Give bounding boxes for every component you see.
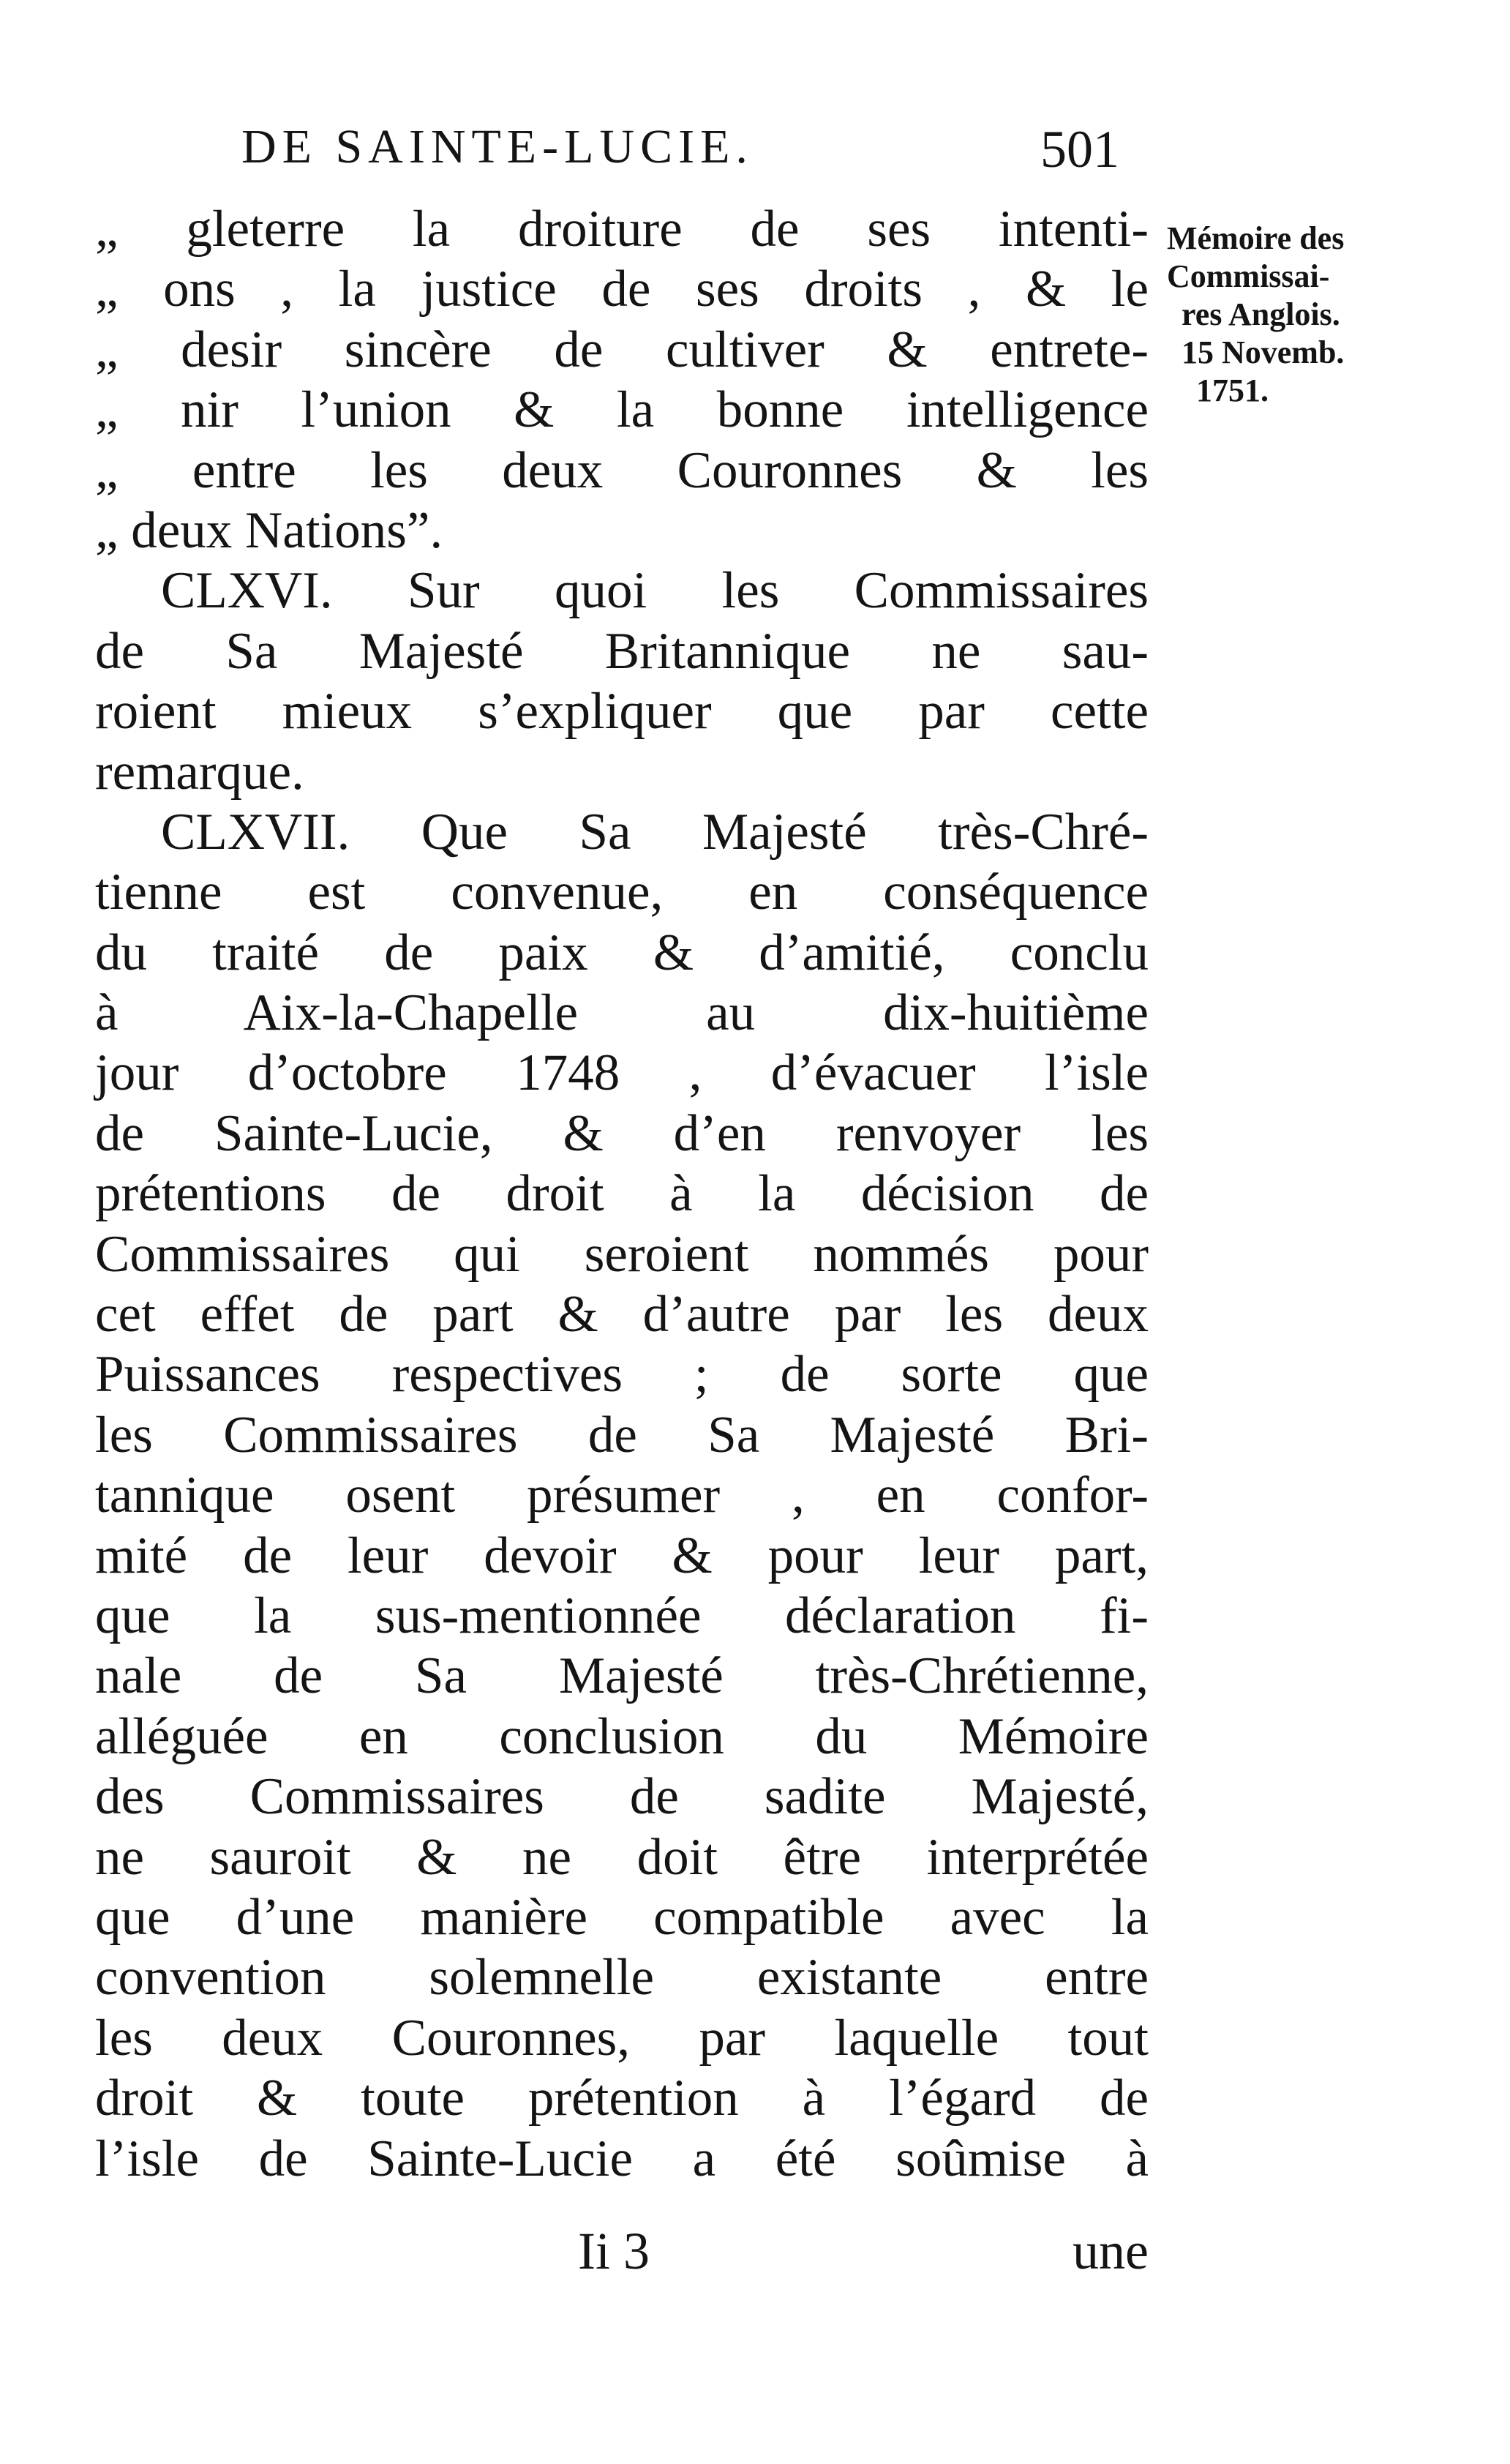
text-line: droit & toute prétention à l’égard de [95, 2070, 1149, 2127]
text-line: de Sainte-Lucie, & d’en renvoyer les [95, 1104, 1149, 1162]
text-line: des Commissaires de sadite Majesté, [95, 1768, 1149, 1826]
running-head: DE SAINTE-LUCIE. [241, 120, 754, 173]
text-line: convention solemnelle existante entre [95, 1949, 1149, 2007]
text-line: que d’une manière compatible avec la [95, 1888, 1149, 1946]
text-line: l’isle de Sainte-Lucie a été soûmise à [95, 2130, 1149, 2187]
text-line: remarque. [95, 743, 304, 801]
signature-mark: Ii 3 [578, 2222, 650, 2280]
page-number: 501 [1040, 120, 1119, 179]
text-line: nale de Sa Majesté très-Chrétienne, [95, 1647, 1149, 1705]
margin-note-line: res Anglois. [1182, 296, 1340, 332]
text-line: CLXVII. Que Sa Majesté très-Chré- [161, 803, 1149, 861]
text-line: les deux Couronnes, par laquelle tout [95, 2009, 1149, 2067]
margin-note-line: Commissai- [1167, 258, 1330, 294]
text-line: jour d’octobre 1748 , d’évacuer l’isle [95, 1044, 1149, 1102]
text-line: roient mieux s’expliquer que par cette [95, 683, 1149, 741]
text-line: tienne est convenue, en conséquence [95, 864, 1149, 921]
text-line: „ nir l’union & la bonne intelligence [95, 381, 1149, 439]
text-line: alléguée en conclusion du Mémoire [95, 1707, 1149, 1765]
page-footer [95, 2222, 1149, 2291]
body-text [95, 199, 1149, 2189]
text-line: „ desir sincère de cultiver & entrete- [95, 321, 1149, 378]
text-line: „ entre les deux Couronnes & les [95, 441, 1149, 499]
margin-note [1167, 220, 1386, 410]
text-line: CLXVI. Sur quoi les Commissaires [161, 562, 1149, 620]
text-line: „ gleterre la droiture de ses intenti- [95, 201, 1149, 258]
text-line: Puissances respectives ; de sorte que [95, 1346, 1149, 1404]
text-line: tannique osent présumer , en confor- [95, 1467, 1149, 1524]
text-line: „ ons , la justice de ses droits , & le [95, 261, 1149, 318]
margin-note-line: 15 Novemb. [1182, 334, 1345, 370]
margin-note-line: 1751. [1196, 372, 1269, 408]
text-line: à Aix-la-Chapelle au dix-huitième [95, 984, 1149, 1042]
margin-note-line: Mémoire des [1167, 220, 1345, 256]
text-line: de Sa Majesté Britannique ne sau- [95, 622, 1149, 680]
text-line: que la sus-mentionnée déclaration fi- [95, 1587, 1149, 1644]
text-line: mité de leur devoir & pour leur part, [95, 1527, 1149, 1584]
text-line: prétentions de droit à la décision de [95, 1165, 1149, 1223]
text-line: du traité de paix & d’amitié, conclu [95, 924, 1149, 981]
text-line: cet effet de part & d’autre par les deux [95, 1286, 1149, 1344]
page-header [241, 117, 1119, 198]
text-line: Commissaires qui seroient nommés pour [95, 1225, 1149, 1283]
text-line: ne sauroit & ne doit être interprétée [95, 1828, 1149, 1886]
text-line: „ deux Nations”. [95, 501, 443, 559]
text-line: les Commissaires de Sa Majesté Bri- [95, 1406, 1149, 1464]
catchword: une [1073, 2222, 1149, 2280]
